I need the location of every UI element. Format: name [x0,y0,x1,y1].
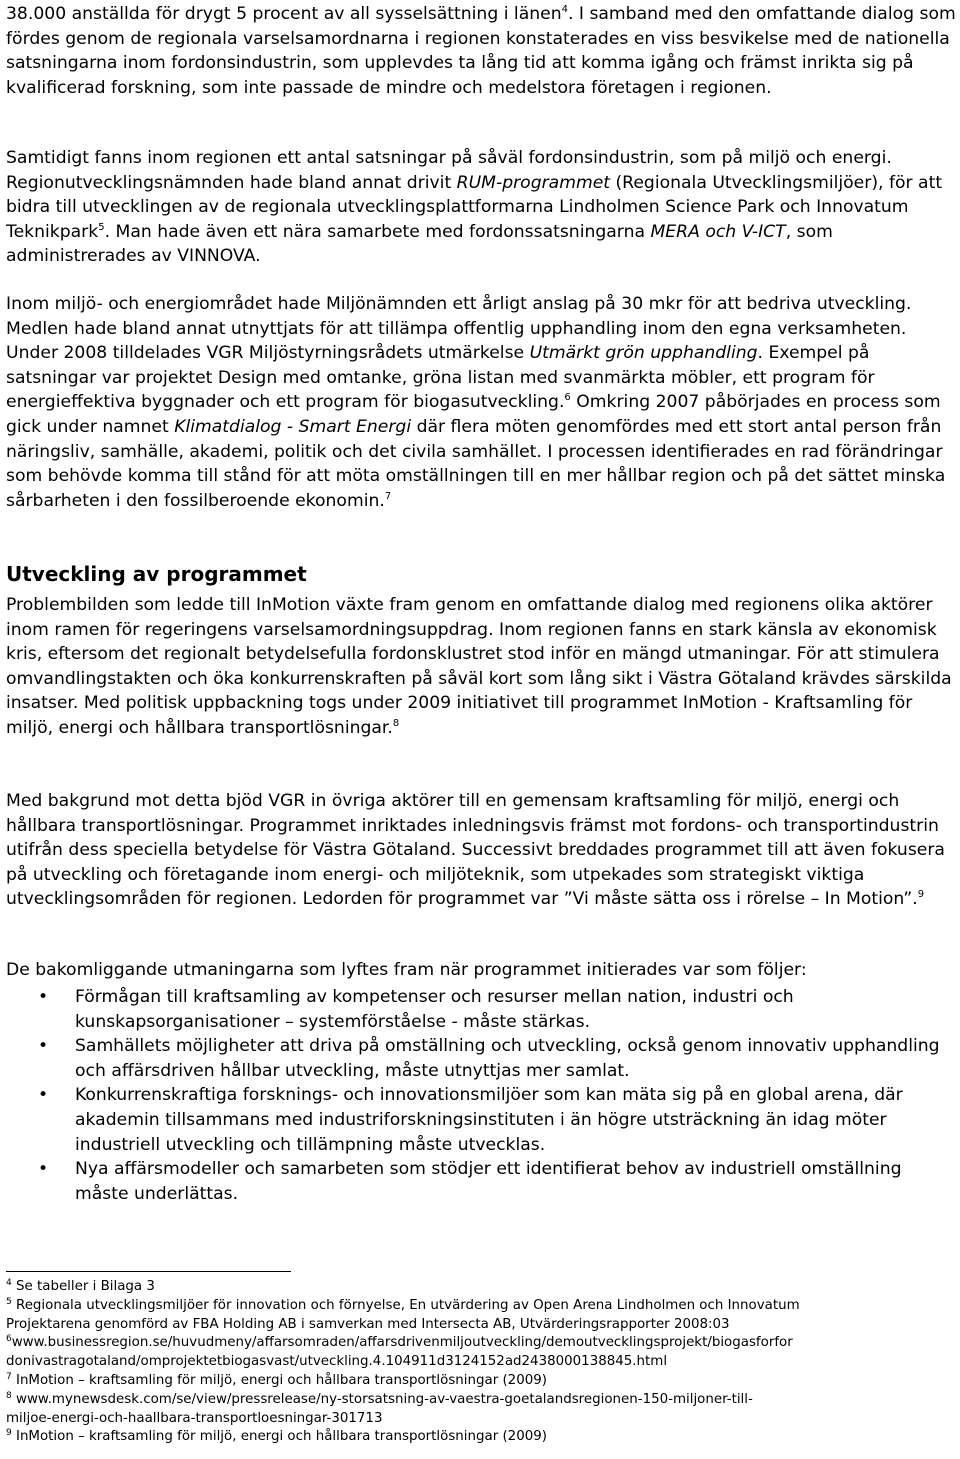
footnote-number: 8 [6,1390,12,1401]
footnote-ref: 8 [392,717,400,729]
italic-term: Utmärkt grön upphandling [529,343,758,364]
footnote-ref: 4 [561,4,568,15]
text-span: (Regionala Utvecklingsmiljöer), för att bidra till utvecklingen av de regionala utvecklingsplattformarna Lindholmen Science Park och Innovatum Teknikpark [6,172,943,242]
footnote-text: InMotion – kraftsamling för miljö, energi och hållbara transportlösningar (2009) [11,1372,547,1388]
footnote-line [6,1316,956,1335]
text-span: . Man hade även ett nära samarbete med fordonssatsningarna [104,221,651,242]
footnotes [6,1278,956,1447]
footnote-ref: 6 [564,392,571,404]
list-item-text: Förmågan till kraftsamling av kompetenser och resurser mellan nation, industri och kunskapsorganisationer – systemförståelse - måste stärkas. [75,987,794,1032]
footnote-ref: 9 [917,889,925,901]
text-span: Med bakgrund mot detta bjöd VGR in övriga aktörer till en gemensam kraftsamling för miljö, energi och hållbara transportlösningar. Programmet inriktades inledningsvis främst mot fordons- och transportindustrin utifrån dess speciella betydelse för Västra Götaland. Successivt breddades programmet till att även fokusera på utveckling och företagande inom energi- och miljöteknik, som utpekades som strategiskt viktiga utvecklingsområden för regionen. Ledorden för programmet var ”Vi måste sätta oss i rörelse – In Motion”. [6,791,945,910]
footnote-line [6,1391,956,1410]
footnote-link-text: www.businessregion.se/huvudmeny/affarsomraden/affarsdrivenmiljoutveckling/demoutvecklingsprojekt/biogasforfor [11,1335,793,1351]
text-span: där flera möten genomfördes med ett stort antal person från näringsliv, samhälle, akademi, politik och det civila samhället. I processen identifierades en rad förändringar som behövde komma till stånd för att möta omställningen till en mer hållbar region och på det sättet minska sårbarheten i den fossilberoende ekonomin. [6,416,946,511]
list-item [0,1034,956,1083]
text-span: Problembilden som ledde till InMotion växte fram genom en omfattande dialog med regionens olika aktörer inom ramen för regeringens varselsamordningsuppdrag. Inom regionen fanns en stark känsla av ekonomisk kris, eftersom det regionalt betydelsefulla fordonsklustret stod inför en mängd utmaningar. För att stimulera omvandlingstakten och öka konkurrenskraften på såväl kort som lång sikt i Västra Götaland krävdes särskilda insatser. Med politisk uppbackning togs under 2009 initiativet till programmet InMotion - Kraftsamling för miljö, energi och hållbara transportlösningar. [6,595,952,738]
italic-term: RUM-programmet [456,172,611,193]
section-heading: Utveckling av programmet [6,562,307,586]
list-item-text: Nya affärsmodeller och samarbeten som stödjer ett identifierat behov av industriell omställning måste underlättas. [75,1159,902,1204]
paragraph-5 [6,789,956,912]
footnote-ref: 7 [384,490,392,502]
text-span: . I samband med den omfattande dialog som fördes genom de regionala varselsamordnarna i regionen konstaterades en viss besvikelse med de nationella satsningarna inom fordonsindustrin, som upplevdes ta lång tid att komma igång och främst inrikta sig på kvalificerad forskning, som inte passade de mindre och medelstora företagen i regionen. [6,4,956,98]
footnote-number: 7 [6,1371,12,1382]
footnote-line [6,1428,956,1447]
paragraph-6: De bakomliggande utmaningarna som lyftes fram när programmet initierades var som följer: [6,960,807,980]
footnote-text: InMotion – kraftsamling för miljö, energi och hållbara transportlösningar (2009) [11,1429,547,1445]
footnote-text: Regionala utvecklingsmiljöer för innovation och förnyelse, En utvärdering av Open Arena Lindholmen och Innovatum [11,1297,800,1313]
footnote-text: Se tabeller i Bilaga 3 [11,1279,155,1294]
text-span: Inom miljö- och energiområdet hade Miljönämnden ett årligt anslag på 30 mkr för att bedriva utveckling. Medlen hade bland annat utnyttjats för att tillämpa offentlig upphandling inom den egna verksamheten. Under 2008 tilldelades VGR Miljöstyrningsrådets utmärkelse [6,294,912,364]
list-item [0,1157,956,1206]
list-item-text: Konkurrenskraftiga forsknings- och innovationsmiljöer som kan mäta sig på en global arena, där akademin tillsammans med industriforskningsinstituten i än högre utsträckning än idag möter industriell utveckling och tillämpning måste utvecklas. [75,1085,903,1155]
footnote-separator [6,1271,291,1272]
footnote-text: Projektarena genomförd av FBA Holding AB i samverkan med Intersecta AB, Utvärderingsrapporter 2008:03 [6,1316,730,1332]
footnote-line [6,1334,956,1353]
italic-term: Klimatdialog - Smart Energi [174,416,412,437]
list-item [0,1083,956,1157]
footnote-number: 6 [6,1334,12,1345]
paragraph-4 [6,593,956,741]
list-item-text: Samhällets möjligheter att driva på omställning och utveckling, också genom innovativ upphandling och affärsdriven hållbar utveckling, måste utnyttjas mer samlat. [75,1036,940,1081]
text-span: 38.000 anställda för drygt 5 procent av all sysselsättning i länen [6,4,562,24]
bullet-icon: • [38,987,49,1007]
paragraph-1 [6,2,956,100]
bullet-icon: • [38,1036,49,1057]
bullet-icon: • [38,1159,49,1180]
footnote-link-text: miljoe-energi-och-haallbara-transportloesningar-301713 [6,1410,383,1426]
footnote-link-text: www.mynewsdesk.com/se/view/pressrelease/ny-storsatsning-av-vaestra-goetalandsregionen-150-miljoner-till- [11,1391,753,1407]
paragraph-2 [6,146,956,269]
text-span: Samtidigt fanns inom regionen ett antal satsningar på såväl fordonsindustrin, som på miljö och energi. Regionutvecklingsnämnden hade bland annat drivit [6,148,892,193]
footnote-number: 9 [6,1428,12,1439]
text-span: Omkring 2007 påbörjades en process som gick under namnet [6,392,941,437]
bullet-icon: • [38,1085,49,1106]
italic-term: MERA och V-ICT [650,221,786,242]
paragraph-3 [6,292,956,513]
list-item [0,985,956,1034]
footnote-line [6,1297,956,1316]
text-span: , som administrerades av VINNOVA. [6,221,833,267]
footnote-line [6,1278,956,1297]
footnote-line [6,1410,956,1429]
footnote-line [6,1372,956,1391]
footnote-link-text: donivastragotaland/omprojektetbiogasvast/utveckling.4.104911d3124152ad2438000138845.html [6,1354,668,1370]
footnote-number: 4 [6,1278,12,1288]
footnote-line [6,1353,956,1372]
footnote-ref: 5 [98,221,105,233]
footnote-number: 5 [6,1296,12,1307]
text-span: . Exempel på satsningar var projektet Design med omtanke, gröna listan med svanmärkta möbler, ett program för energieffektiva byggnader och ett program för biogasutveckling. [6,343,875,413]
challenge-list [0,985,956,1206]
